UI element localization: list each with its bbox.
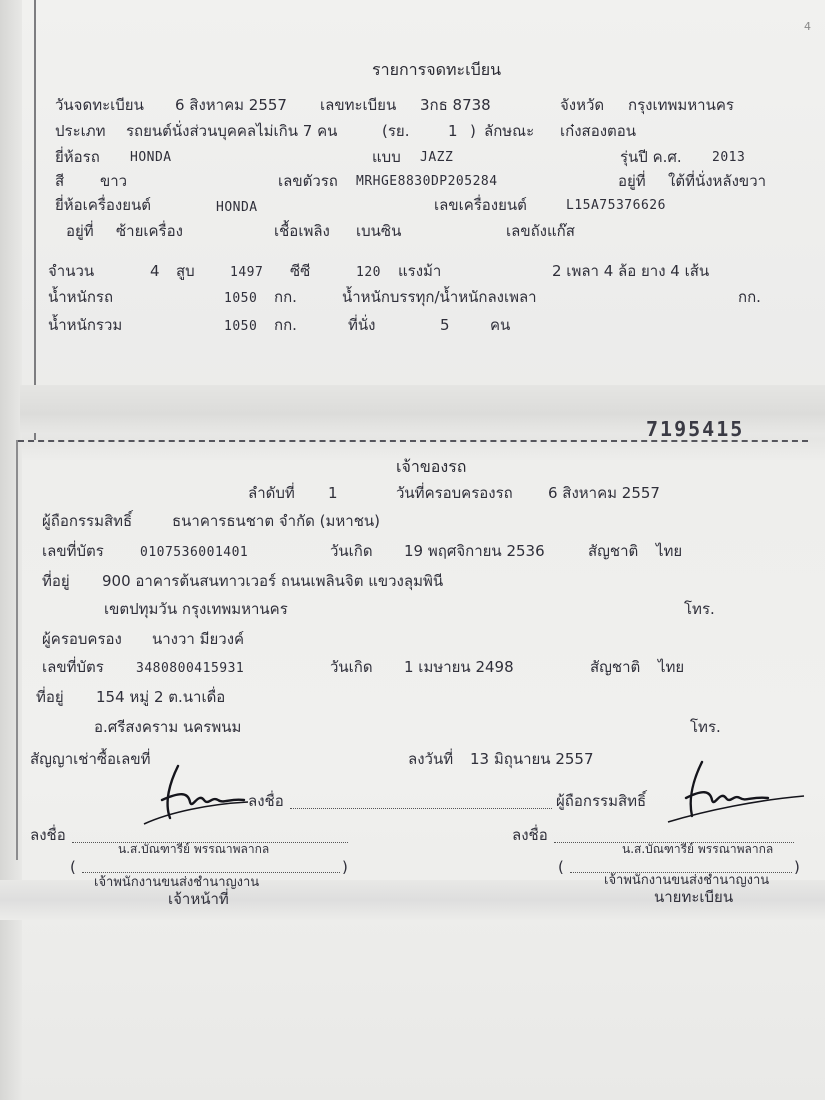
- possessor-nationality-label: สัญชาติ: [590, 658, 641, 676]
- year-label: รุ่นปี ค.ศ.: [620, 148, 682, 166]
- possessor-nationality-value: ไทย: [658, 658, 685, 676]
- possessor-tel-label: โทร.: [690, 718, 721, 736]
- close-paren-right: ): [794, 858, 800, 876]
- plate-label: เลขทะเบียน: [320, 96, 397, 114]
- chassis-location-value: ใต้ที่นั่งหลังขวา: [668, 172, 767, 190]
- name-line-left: [82, 872, 340, 873]
- gross-weight-unit: กก.: [274, 316, 297, 334]
- holder-address-line1: 900 อาคารต้นสนทาวเวอร์ ถนนเพลินจิต แขวงลุมพินี: [102, 572, 444, 590]
- contract-date-label: ลงวันที่: [408, 750, 454, 768]
- province-label: จังหวัด: [560, 96, 605, 114]
- engine-brand-value: HONDA: [216, 200, 258, 215]
- chassis-location-label: อยู่ที่: [618, 172, 646, 190]
- possession-date-value: 6 สิงหาคม 2557: [548, 484, 660, 502]
- role-registrar: นายทะเบียน: [654, 888, 734, 906]
- year-value: 2013: [712, 150, 746, 165]
- brand-value: HONDA: [130, 150, 172, 165]
- holder-address-line2: เขตปทุมวัน กรุงเทพมหานคร: [104, 600, 288, 618]
- possessor-signature: [140, 762, 250, 832]
- cylinder-label: สูบ: [176, 262, 195, 280]
- possessor-card-label: เลขที่บัตร: [42, 658, 104, 676]
- registration-title: รายการจดทะเบียน: [372, 60, 502, 79]
- gas-tank-label: เลขถังแก๊ส: [506, 222, 575, 240]
- color-value: ขาว: [100, 172, 128, 190]
- axle-text: 2 เพลา 4 ล้อ ยาง 4 เส้น: [552, 262, 710, 280]
- holder-nationality-label: สัญชาติ: [588, 542, 639, 560]
- count-label: จำนวน: [48, 262, 95, 280]
- ry-close: ): [470, 122, 476, 140]
- seats-label: ที่นั่ง: [348, 316, 376, 334]
- engine-number-label: เลขเครื่องยนต์: [434, 196, 527, 214]
- holder-card-label: เลขที่บัตร: [42, 542, 104, 560]
- close-paren-left: ): [342, 858, 348, 876]
- page-number: 4: [804, 20, 811, 33]
- paper-edge: [0, 0, 22, 1100]
- possessor-dob-value: 1 เมษายน 2498: [404, 658, 514, 676]
- holder-address-label: ที่อยู่: [42, 572, 70, 590]
- holder-sign-label: ผู้ถือกรรมสิทธิ์: [556, 792, 647, 810]
- gross-weight-value: 1050: [224, 319, 258, 334]
- gross-weight-label: น้ำหนักรวม: [48, 316, 123, 334]
- order-label: ลำดับที่: [248, 484, 295, 502]
- officer-name-right: น.ส.บัณฑารีย์ พรรณาพลากล: [622, 842, 774, 856]
- margin-line-top: [34, 0, 36, 440]
- chassis-label: เลขตัวรถ: [278, 172, 338, 190]
- cc-value: 1497: [230, 265, 264, 280]
- contract-date-value: 13 มิถุนายน 2557: [470, 750, 594, 768]
- open-paren-left: (: [70, 858, 76, 876]
- weight-unit: กก.: [274, 288, 297, 306]
- possessor-dob-label: วันเกิด: [330, 658, 373, 676]
- count-value: 4: [150, 262, 160, 280]
- possessor-label: ผู้ครอบครอง: [42, 630, 122, 648]
- margin-line-bottom: [16, 440, 18, 860]
- owner-title: เจ้าของรถ: [396, 457, 467, 476]
- holder-dob-label: วันเกิด: [330, 542, 373, 560]
- weight-label: น้ำหนักรถ: [48, 288, 114, 306]
- holder-signature: [658, 758, 808, 828]
- model-label: แบบ: [372, 148, 401, 166]
- registrar-sign-label: ลงชื่อ: [512, 826, 548, 844]
- weight-value: 1050: [224, 291, 258, 306]
- serial-number: 7195415: [646, 417, 745, 441]
- brand-label: ยี่ห้อรถ: [55, 148, 100, 166]
- officer-position-right: เจ้าพนักงานขนส่งชำนาญงาน: [604, 873, 770, 888]
- possessor-address-line1: 154 หมู่ 2 ต.นาเดื่อ: [96, 688, 226, 706]
- seats-value: 5: [440, 316, 450, 334]
- reg-date-value: 6 สิงหาคม 2557: [175, 96, 287, 114]
- plate-value: 3กธ 8738: [420, 96, 491, 114]
- officer-position-left: เจ้าพนักงานขนส่งชำนาญงาน: [94, 875, 260, 890]
- cc-label: ซีซี: [290, 262, 311, 280]
- possessor-sign-label: ลงชื่อ: [248, 792, 284, 810]
- holder-tel-label: โทร.: [684, 600, 715, 618]
- engine-brand-label: ยี่ห้อเครื่องยนต์: [55, 196, 152, 214]
- seats-unit: คน: [490, 316, 511, 334]
- type-label: ประเภท: [55, 122, 106, 140]
- hp-label: แรงม้า: [398, 262, 442, 280]
- order-value: 1: [328, 484, 338, 502]
- feature-value: เก๋งสองตอน: [560, 122, 637, 140]
- role-officer: เจ้าหน้าที่: [168, 890, 229, 908]
- color-label: สี: [55, 172, 65, 190]
- hp-value: 120: [356, 265, 381, 280]
- chassis-value: MRHGE8830DP205284: [356, 174, 498, 189]
- feature-label: ลักษณะ: [484, 122, 535, 140]
- contract-label: สัญญาเช่าซื้อเลขที่: [30, 750, 151, 768]
- engine-location-value: ซ้ายเครื่อง: [116, 222, 183, 240]
- ry-value: 1: [448, 122, 458, 140]
- holder-dob-value: 19 พฤศจิกายน 2536: [404, 542, 545, 560]
- possession-date-label: วันที่ครอบครองรถ: [396, 484, 513, 502]
- holder-label: ผู้ถือกรรมสิทธิ์: [42, 512, 133, 530]
- reg-date-label: วันจดทะเบียน: [55, 96, 144, 114]
- engine-location-label: อยู่ที่: [66, 222, 94, 240]
- type-value: รถยนต์นั่งส่วนบุคคลไม่เกิน 7 คน: [126, 122, 338, 140]
- possessor-value: นางวา มียวงค์: [152, 630, 245, 648]
- fuel-value: เบนซิน: [356, 222, 402, 240]
- model-value: JAZZ: [420, 150, 454, 165]
- engine-number-value: L15A75376626: [566, 198, 666, 213]
- officer-sign-label: ลงชื่อ: [30, 826, 66, 844]
- fuel-label: เชื้อเพลิง: [274, 222, 330, 240]
- possessor-address-line2: อ.ศรีสงคราม นครพนม: [94, 718, 242, 736]
- province-value: กรุงเทพมหานคร: [628, 96, 734, 114]
- possessor-card-value: 3480800415931: [136, 661, 245, 676]
- possessor-sign-line: [290, 808, 552, 809]
- open-paren-right: (: [558, 858, 564, 876]
- possessor-address-label: ที่อยู่: [36, 688, 64, 706]
- load-label: น้ำหนักบรรทุก/น้ำหนักลงเพลา: [342, 288, 537, 306]
- holder-value: ธนาคารธนชาต จำกัด (มหาชน): [172, 512, 381, 530]
- holder-nationality-value: ไทย: [656, 542, 683, 560]
- load-unit: กก.: [738, 288, 761, 306]
- holder-card-value: 0107536001401: [140, 545, 249, 560]
- ry-label: (รย.: [382, 122, 410, 140]
- officer-name-left: น.ส.บัณฑารีย์ พรรณาพลากล: [118, 842, 270, 856]
